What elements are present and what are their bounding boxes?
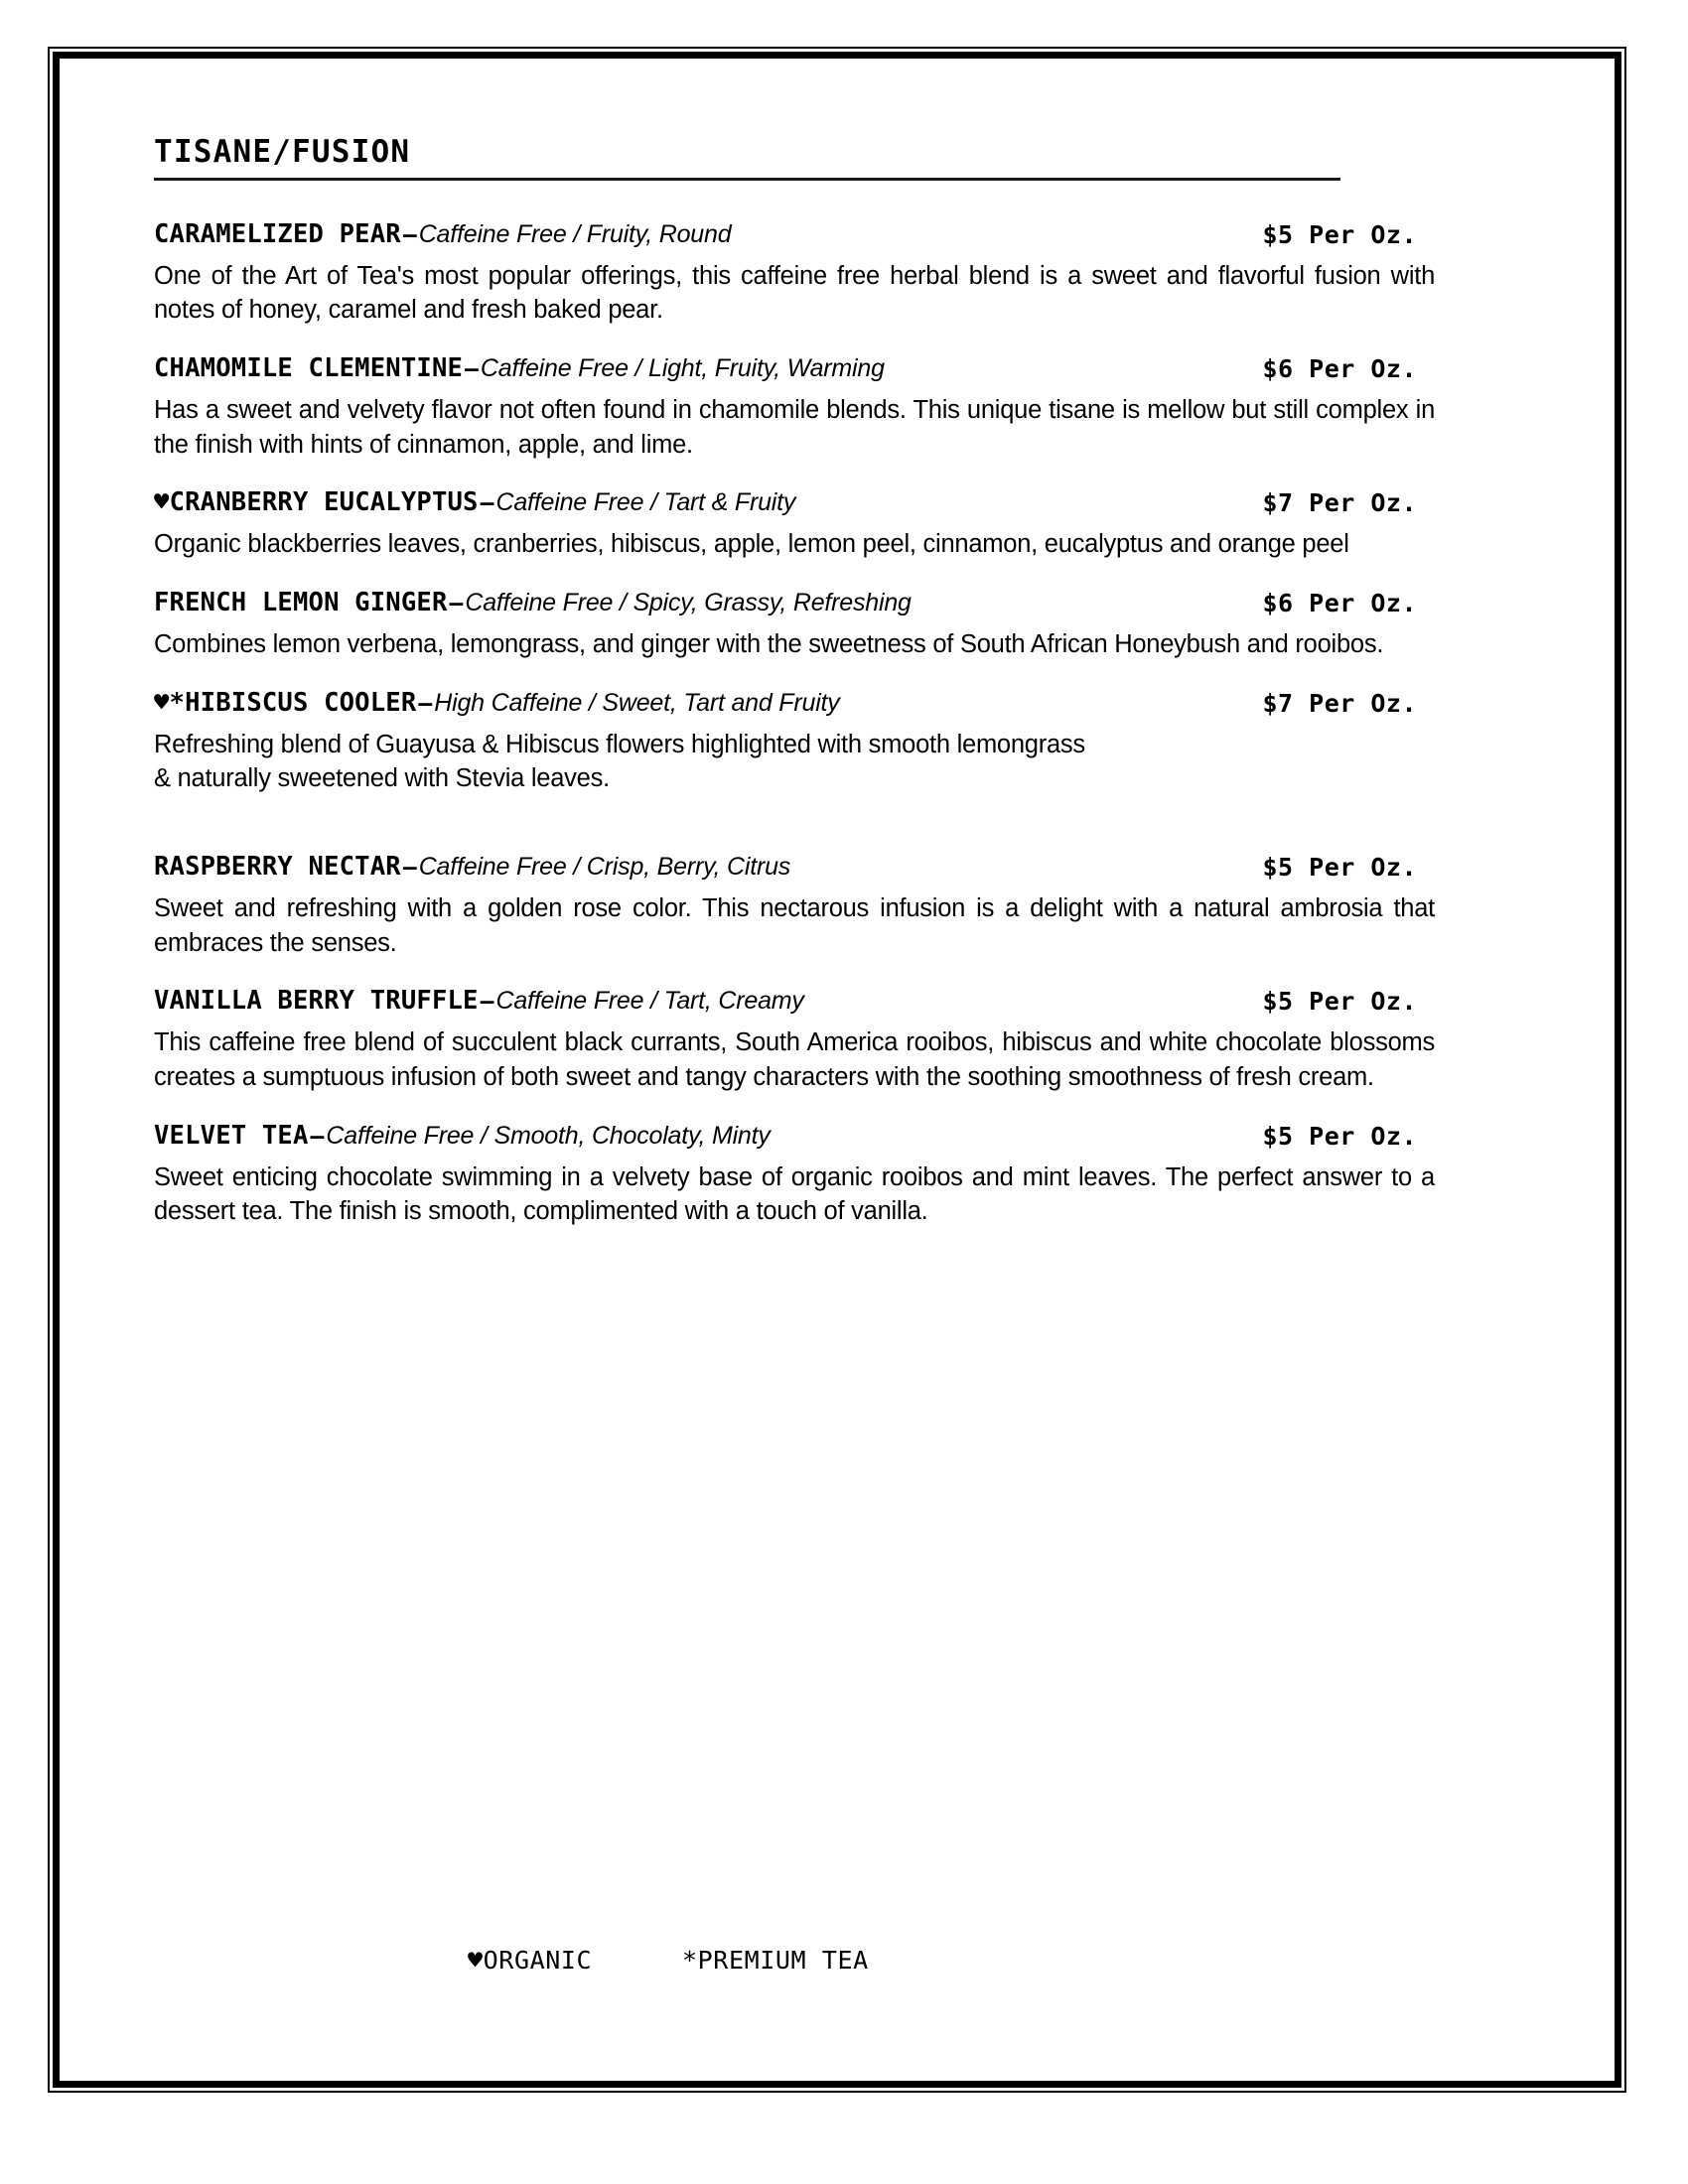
menu-item-dash: – — [402, 854, 417, 881]
menu-item-descriptor: Caffeine Free / Spicy, Grassy, Refreshing — [465, 588, 912, 616]
menu-item-name: CRANBERRY EUCALYPTUS — [169, 487, 479, 518]
menu-item-header — [154, 852, 1435, 887]
page-title: TISANE/FUSION — [154, 134, 411, 170]
menu-item-name: VANILLA BERRY TRUFFLE — [154, 986, 479, 1017]
menu-item-description: This caffeine free blend of succulent black currants, South America rooibos, hibiscus and white chocolate blossoms creates a sumptuous infusion of both sweet and tangy characters with the soothing smoothness of fresh cream. — [154, 1028, 1435, 1091]
menu-item-descriptor: Caffeine Free / Tart, Creamy — [495, 987, 804, 1016]
menu-item-description: Combines lemon verbena, lemongrass, and ginger with the sweetness of South African Honeybush and rooibos. — [154, 629, 1384, 658]
menu-item-description: Organic blackberries leaves, cranberries, hibiscus, apple, lemon peel, cinnamon, eucalyptus and orange peel — [154, 530, 1349, 559]
menu-item-descriptor: High Caffeine / Sweet, Tart and Fruity — [434, 688, 840, 717]
menu-item-header — [154, 986, 1435, 1022]
menu-item-description-line-1: Refreshing blend of Guayusa & Hibiscus flowers highlighted with smooth lemongrass — [154, 730, 1085, 758]
menu-item-vanilla-berry-truffle[interactable] — [154, 986, 1435, 1094]
menu-item-name: CHAMOMILE CLEMENTINE — [154, 352, 464, 383]
menu-item-name: CARAMELIZED PEAR — [154, 218, 401, 249]
menu-item-header — [154, 1121, 1435, 1157]
menu-item-header — [154, 487, 1435, 523]
menu-item-header — [154, 219, 1435, 255]
organic-heart-icon: ♥ — [154, 487, 170, 518]
menu-item-name: FRENCH LEMON GINGER — [154, 587, 448, 617]
page-frame-outer — [48, 47, 1626, 2093]
menu-item-descriptor: Caffeine Free / Smooth, Chocolaty, Minty — [326, 1121, 771, 1150]
menu-item-name: HIBISCUS COOLER — [185, 687, 417, 718]
menu-item-caramelized-pear[interactable] — [154, 219, 1435, 328]
legend-premium: *PREMIUM TEA — [682, 1946, 869, 1975]
menu-item-dash: – — [480, 490, 494, 517]
menu-item-descriptor: Caffeine Free / Fruity, Round — [418, 219, 732, 248]
menu-item-name: RASPBERRY NECTAR — [154, 851, 401, 882]
menu-item-name: VELVET TEA — [154, 1120, 309, 1151]
organic-premium-marker-icon: ♥* — [154, 687, 186, 718]
menu-item-dash: – — [418, 690, 433, 717]
menu-item-descriptor: Caffeine Free / Light, Fruity, Warming — [480, 353, 885, 382]
menu-item-descriptor: Caffeine Free / Tart & Fruity — [495, 488, 796, 517]
menu-item-description: Sweet and refreshing with a golden rose color. This nectarous infusion is a delight with a natural ambrosia that embraces the senses. — [154, 893, 1435, 957]
menu-item-description: Sweet enticing chocolate swimming in a velvety base of organic rooibos and mint leaves. The perfect answer to a dessert tea. The finish is smooth, complimented with a touch of vanilla. — [154, 1162, 1435, 1226]
menu-item-velvet-tea[interactable] — [154, 1121, 1435, 1229]
menu-item-dash: – — [480, 989, 494, 1016]
menu-item-price: $7 Per Oz. — [1262, 488, 1417, 518]
title-divider — [154, 178, 1340, 181]
page-frame-inner — [53, 52, 1621, 2088]
menu-item-dash: – — [449, 590, 464, 616]
menu-item-hibiscus-cooler[interactable] — [154, 688, 1435, 796]
menu-item-price: $5 Per Oz. — [1262, 987, 1417, 1017]
menu-item-dash: – — [465, 355, 479, 382]
menu-item-cranberry-eucalyptus[interactable] — [154, 487, 1435, 562]
menu-item-dash: – — [402, 221, 417, 248]
menu-item-french-lemon-ginger[interactable] — [154, 588, 1435, 662]
menu-item-description: One of the Art of Tea's most popular offerings, this caffeine free herbal blend is a sweet and flavorful fusion with notes of honey, caramel and fresh baked pear. — [154, 261, 1435, 325]
menu-item-price: $6 Per Oz. — [1262, 353, 1417, 383]
menu-item-description-line-2: & naturally sweetened with Stevia leaves. — [154, 764, 610, 793]
menu-item-price: $5 Per Oz. — [1262, 219, 1417, 249]
menu-item-header — [154, 353, 1435, 389]
menu-item-description — [154, 728, 1435, 796]
menu-item-descriptor: Caffeine Free / Crisp, Berry, Citrus — [418, 852, 791, 881]
legend-organic: ♥ORGANIC — [468, 1946, 593, 1975]
menu-item-chamomile-clementine[interactable] — [154, 353, 1435, 462]
menu-item-price: $5 Per Oz. — [1262, 852, 1417, 882]
menu-item-raspberry-nectar[interactable] — [154, 852, 1435, 960]
menu-item-price: $7 Per Oz. — [1262, 688, 1417, 718]
menu-item-header — [154, 588, 1435, 623]
menu-item-header — [154, 688, 1435, 724]
menu-item-description: Has a sweet and velvety flavor not often found in chamomile blends. This unique tisane is mellow but still complex in the finish with hints of cinnamon, apple, and lime. — [154, 395, 1435, 459]
menu-item-price: $5 Per Oz. — [1262, 1121, 1417, 1151]
menu-content — [154, 136, 1435, 1255]
menu-item-dash: – — [310, 1123, 325, 1150]
menu-item-price: $6 Per Oz. — [1262, 588, 1417, 617]
